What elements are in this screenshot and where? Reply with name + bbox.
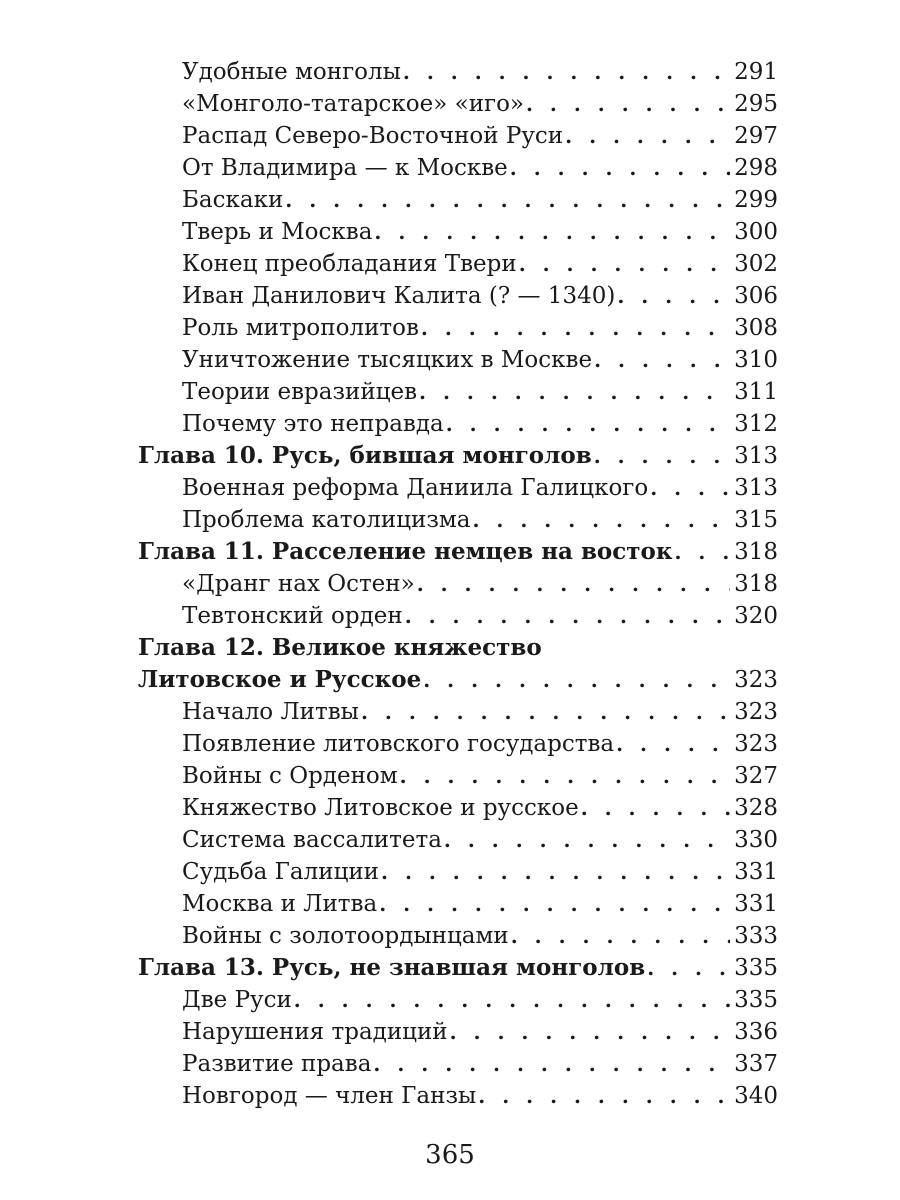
toc-entry[interactable] bbox=[138, 184, 778, 216]
toc-entry-page: 323 bbox=[734, 731, 778, 757]
dot-leader bbox=[519, 248, 730, 280]
dot-leader bbox=[379, 888, 730, 920]
toc-entry-title: Почему это неправда bbox=[182, 411, 444, 437]
dot-leader bbox=[373, 1048, 730, 1080]
toc-entry-page: 327 bbox=[734, 763, 778, 789]
toc-entry[interactable] bbox=[138, 376, 778, 408]
dot-leader bbox=[444, 824, 730, 856]
toc-entry-title: Начало Литвы bbox=[182, 699, 359, 725]
dot-leader bbox=[403, 56, 730, 88]
toc-entry-page: 328 bbox=[734, 795, 778, 821]
toc-entry-page: 299 bbox=[734, 187, 778, 213]
dot-leader bbox=[419, 376, 730, 408]
toc-entry[interactable] bbox=[138, 920, 778, 952]
toc-entry[interactable] bbox=[138, 56, 778, 88]
toc-entry-page: 308 bbox=[734, 315, 778, 341]
toc-entry[interactable] bbox=[138, 312, 778, 344]
toc-entry[interactable] bbox=[138, 728, 778, 760]
dot-leader bbox=[361, 696, 730, 728]
toc-entry-title: Нарушения традиций bbox=[182, 1019, 448, 1045]
toc-entry-page: 318 bbox=[734, 571, 778, 597]
toc-chapter-title: Глава 13. Русь, не знавшая монголов bbox=[138, 954, 646, 981]
dot-leader bbox=[400, 760, 730, 792]
toc-entry[interactable] bbox=[138, 248, 778, 280]
dot-leader bbox=[581, 792, 730, 824]
toc-entry-title: Уничтожение тысяцких в Москве bbox=[182, 347, 593, 373]
toc-chapter-title: Глава 10. Русь, бившая монголов bbox=[138, 442, 592, 469]
toc-entry[interactable] bbox=[138, 216, 778, 248]
toc-entry[interactable] bbox=[138, 696, 778, 728]
page-number: 365 bbox=[425, 1140, 475, 1170]
toc-chapter-page: 313 bbox=[734, 443, 778, 469]
toc-entry-title: Княжество Литовское и русское bbox=[182, 795, 579, 821]
dot-leader bbox=[510, 152, 730, 184]
toc-chapter-title: Глава 11. Расселение немцев на восток bbox=[138, 538, 673, 565]
toc-entry-title: Удобные монголы bbox=[182, 59, 401, 85]
toc-entry-page: 323 bbox=[734, 699, 778, 725]
toc-chapter-page: 323 bbox=[734, 667, 778, 693]
toc-entry-page: 302 bbox=[734, 251, 778, 277]
toc-chapter[interactable] bbox=[138, 952, 778, 984]
toc-entry-page: 295 bbox=[734, 91, 778, 117]
toc-entry-title: Новгород — член Ганзы bbox=[182, 1083, 477, 1109]
toc-entry-page: 333 bbox=[734, 923, 778, 949]
toc-chapter[interactable] bbox=[138, 536, 778, 568]
toc-entry-page: 320 bbox=[734, 603, 778, 629]
toc-entry-title: Военная реформа Даниила Галицкого bbox=[182, 475, 649, 501]
toc-entry-title: Тевтонский орден bbox=[182, 603, 403, 629]
dot-leader bbox=[565, 120, 730, 152]
toc-entry-title: Появление литовского государства bbox=[182, 731, 615, 757]
toc-entry-title: Тверь и Москва bbox=[182, 219, 373, 245]
toc-entry-page: 313 bbox=[734, 475, 778, 501]
toc-entry-title: Система вассалитета bbox=[182, 827, 442, 853]
toc-entry-title: Москва и Литва bbox=[182, 891, 378, 917]
toc-entry[interactable] bbox=[138, 472, 778, 504]
toc-entry[interactable] bbox=[138, 888, 778, 920]
toc-entry-title: Теории евразийцев bbox=[182, 379, 418, 405]
toc-entry[interactable] bbox=[138, 152, 778, 184]
toc-entry-page: 331 bbox=[734, 891, 778, 917]
toc-entry[interactable] bbox=[138, 1016, 778, 1048]
dot-leader bbox=[405, 600, 730, 632]
toc-entry-title: Баскаки bbox=[182, 187, 284, 213]
toc-chapter-heading[interactable] bbox=[138, 632, 778, 664]
dot-leader bbox=[374, 216, 730, 248]
toc-entry[interactable] bbox=[138, 120, 778, 152]
toc-entry-page: 336 bbox=[734, 1019, 778, 1045]
toc-entry-title: Проблема католицизма bbox=[182, 507, 471, 533]
toc-entry-title: Войны с золотоордынцами bbox=[182, 923, 509, 949]
toc-entry[interactable] bbox=[138, 568, 778, 600]
dot-leader bbox=[472, 504, 730, 536]
dot-leader bbox=[423, 664, 730, 696]
dot-leader bbox=[285, 184, 730, 216]
dot-leader bbox=[674, 536, 730, 568]
toc-entry-title: Распад Северо-Восточной Руси bbox=[182, 123, 564, 149]
toc-entry-page: 340 bbox=[734, 1083, 778, 1109]
toc-chapter-page: 318 bbox=[734, 539, 778, 565]
dot-leader bbox=[617, 280, 730, 312]
table-of-contents bbox=[138, 56, 778, 1112]
toc-entry-title: Судьба Галиции bbox=[182, 859, 380, 885]
toc-entry[interactable] bbox=[138, 1048, 778, 1080]
toc-entry-title: Конец преобладания Твери bbox=[182, 251, 517, 277]
dot-leader bbox=[616, 728, 730, 760]
toc-entry-page: 331 bbox=[734, 859, 778, 885]
toc-entry[interactable] bbox=[138, 600, 778, 632]
toc-entry[interactable] bbox=[138, 856, 778, 888]
toc-chapter[interactable] bbox=[138, 664, 778, 696]
dot-leader bbox=[417, 568, 730, 600]
dot-leader bbox=[450, 1016, 730, 1048]
toc-chapter-title: Глава 12. Великое княжество bbox=[138, 634, 542, 661]
toc-entry[interactable] bbox=[138, 280, 778, 312]
toc-entry-page: 306 bbox=[734, 283, 778, 309]
toc-entry-page: 337 bbox=[734, 1051, 778, 1077]
toc-entry[interactable] bbox=[138, 344, 778, 376]
toc-entry-title: «Дранг нах Остен» bbox=[182, 571, 415, 597]
toc-entry-title: «Монголо-татарское» «иго» bbox=[182, 91, 524, 117]
toc-entry[interactable] bbox=[138, 408, 778, 440]
toc-chapter-page: 335 bbox=[734, 955, 778, 981]
toc-entry-page: 315 bbox=[734, 507, 778, 533]
dot-leader bbox=[511, 920, 730, 952]
dot-leader bbox=[650, 472, 730, 504]
toc-entry-page: 311 bbox=[734, 379, 778, 405]
dot-leader bbox=[478, 1080, 730, 1112]
toc-entry-title: Роль митрополитов bbox=[182, 315, 419, 341]
dot-leader bbox=[526, 88, 730, 120]
toc-entry-page: 297 bbox=[734, 123, 778, 149]
dot-leader bbox=[381, 856, 730, 888]
toc-chapter[interactable] bbox=[138, 440, 778, 472]
toc-entry-title: От Владимира — к Москве bbox=[182, 155, 508, 181]
dot-leader bbox=[647, 952, 730, 984]
toc-entry[interactable] bbox=[138, 824, 778, 856]
toc-chapter-title: Литовское и Русское bbox=[138, 666, 422, 693]
toc-entry-page: 298 bbox=[734, 155, 778, 181]
toc-entry-title: Две Руси bbox=[182, 987, 292, 1013]
dot-leader bbox=[446, 408, 730, 440]
toc-entry-page: 310 bbox=[734, 347, 778, 373]
toc-entry[interactable] bbox=[138, 792, 778, 824]
toc-entry-page: 291 bbox=[734, 59, 778, 85]
toc-entry-title: Иван Данилович Калита (? — 1340) bbox=[182, 283, 616, 309]
dot-leader bbox=[421, 312, 730, 344]
toc-entry-title: Развитие права bbox=[182, 1051, 372, 1077]
toc-entry[interactable] bbox=[138, 760, 778, 792]
toc-entry-title: Войны с Орденом bbox=[182, 763, 398, 789]
toc-entry-page: 312 bbox=[734, 411, 778, 437]
dot-leader bbox=[594, 344, 730, 376]
toc-entry[interactable] bbox=[138, 984, 778, 1016]
toc-entry-page: 330 bbox=[734, 827, 778, 853]
toc-entry[interactable] bbox=[138, 504, 778, 536]
toc-entry[interactable] bbox=[138, 88, 778, 120]
dot-leader bbox=[594, 440, 730, 472]
toc-entry[interactable] bbox=[138, 1080, 778, 1112]
toc-entry-page: 335 bbox=[734, 987, 778, 1013]
toc-entry-page: 300 bbox=[734, 219, 778, 245]
dot-leader bbox=[294, 984, 730, 1016]
